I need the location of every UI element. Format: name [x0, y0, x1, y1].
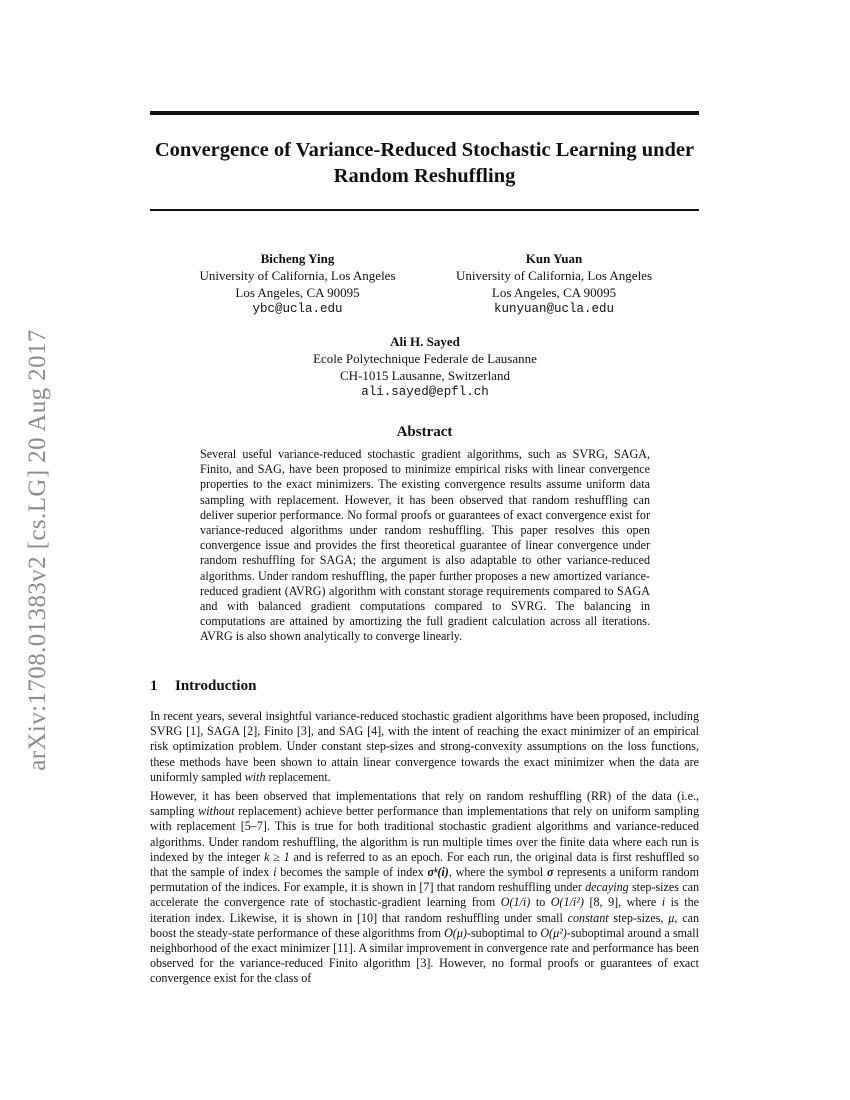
- text-run: , can boost the steady-state performance of these algorithms from: [150, 910, 699, 940]
- math-inline: μ: [668, 910, 675, 925]
- title-bottom-rule: [150, 209, 699, 211]
- author-name: Ali H. Sayed: [390, 334, 460, 349]
- text-run: replacement.: [265, 769, 331, 784]
- author-affiliation: University of California, Los Angeles: [199, 268, 396, 283]
- text-run: to: [530, 895, 551, 910]
- author-email[interactable]: kunyuan@ucla.edu: [493, 302, 615, 316]
- emphasis-text: decaying: [585, 880, 629, 895]
- text-run: , where the symbol: [448, 865, 547, 880]
- emphasis-text: with: [244, 769, 266, 784]
- math-inline: σᵏ(i): [427, 865, 449, 880]
- body-paragraph-2: [150, 789, 699, 987]
- text-run: step-sizes,: [608, 910, 669, 925]
- text-run: replacement) achieve better performance than implementations that rely on uniform sampling with replacement [5–7]. This is true for both traditional stochastic gradient algorithms and variance-reduced algorithms. Under random reshuffling, the algorithm is run multiple times over the finite data where each run is indexed by the integer: [150, 804, 699, 864]
- math-inline: O(μ): [444, 925, 467, 940]
- author-block-3: [280, 333, 570, 401]
- section-number: 1: [150, 678, 158, 694]
- author-address: Los Angeles, CA 90095: [235, 285, 360, 300]
- section-heading: [150, 678, 256, 695]
- text-run: [8, 9], where: [583, 895, 662, 910]
- author-block-1: [180, 250, 415, 318]
- author-name: Bicheng Ying: [260, 251, 335, 266]
- author-address: CH-1015 Lausanne, Switzerland: [339, 368, 511, 383]
- author-name: Kun Yuan: [525, 251, 583, 266]
- text-run: step-sizes can accelerate the convergence rate of stochastic-gradient learning from: [150, 880, 699, 910]
- text-run: is the iteration index. Likewise, it is shown in [10] that random reshuffling under small: [150, 895, 699, 925]
- author-address: Los Angeles, CA 90095: [491, 285, 617, 300]
- emphasis-text: without: [198, 804, 235, 819]
- section-title: Introduction: [175, 678, 257, 694]
- arxiv-identifier: arXiv:1708.01383v2 [cs.LG] 20 Aug 2017: [24, 329, 51, 771]
- title-top-rule: [150, 111, 699, 115]
- abstract-text: Several useful variance-reduced stochastic gradient algorithms, such as SVRG, SAGA, Finito, and SAG, have been proposed to minimize empirical risks with linear convergence properties to the exact minimizers. The existing convergence results assume uniform data sampling with replacement. However, it has been observed that random reshuffling can deliver superior performance. No formal proofs or guarantees of exact convergence exist for variance-reduced algorithms under random reshuffling. This paper resolves this open convergence issue and provides the first theoretical guarantee of linear convergence under random reshuffling for SAGA; the argument is also adaptable to other variance-reduced algorithms. Under random reshuffling, the paper further proposes a new amortized variance-reduced gradient (AVRG) algorithm with constant storage requirements compared to SAGA and with balanced gradient computations compared to SVRG. The balancing in computations are attained by amortizing the full gradient calculation across all iterations. AVRG is also shown analytically to converge linearly.: [200, 447, 650, 644]
- author-affiliation: University of California, Los Angeles: [455, 268, 653, 283]
- author-block-2: [435, 250, 673, 318]
- text-run: becomes the sample of index: [276, 865, 428, 880]
- text-run: represents a uniform random permutation of the indices. For example, it is shown in [7] that random reshuffling under: [150, 865, 699, 895]
- text-run: and is referred to as an epoch. For each run, the original data is first reshuffled so that the sample of index: [150, 849, 699, 880]
- text-run: -suboptimal to: [466, 925, 541, 940]
- arxiv-sidebar: [22, 290, 54, 810]
- author-email[interactable]: ybc@ucla.edu: [252, 302, 343, 316]
- paper-title: Convergence of Variance-Reduced Stochastic Learning under Random Reshuffling: [154, 139, 695, 187]
- math-inline: O(μ²): [540, 925, 567, 940]
- math-inline: O(1/i²): [550, 895, 584, 910]
- text-run: -suboptimal around a small neighborhood of the exact minimizer [11]. A similar improvement in convergence rate and performance has been observed for the variance-reduced Finito algorithm [3]. However, no formal proofs or guarantees of exact convergence exist for the class of: [150, 925, 700, 986]
- emphasis-text: constant: [567, 910, 609, 925]
- abstract-heading: Abstract: [396, 424, 453, 440]
- body-paragraph-1: [150, 709, 699, 785]
- math-inline: i: [273, 865, 277, 880]
- text-run: However, it has been observed that implementations that rely on random reshuffling (RR) of the data (i.e., sampling: [150, 789, 699, 819]
- text-run: In recent years, several insightful variance-reduced stochastic gradient algorithms have been proposed, including SVRG [1], SAGA [2], Finito [3], and SAG [4], with the intent of reaching the exact minimizer of an empirical risk optimization problem. Under constant step-sizes and strong-convexity assumptions on the loss functions, these methods have been shown to attain linear convergence towards the exact minimizer when the data are uniformly sampled: [150, 709, 699, 784]
- author-email[interactable]: ali.sayed@epfl.ch: [361, 385, 489, 399]
- math-inline: σ: [546, 865, 554, 880]
- math-inline: k ≥ 1: [264, 849, 290, 864]
- math-inline: i: [661, 895, 666, 910]
- math-inline: O(1/i): [500, 895, 531, 910]
- author-affiliation: Ecole Polytechnique Federale de Lausanne: [313, 351, 537, 366]
